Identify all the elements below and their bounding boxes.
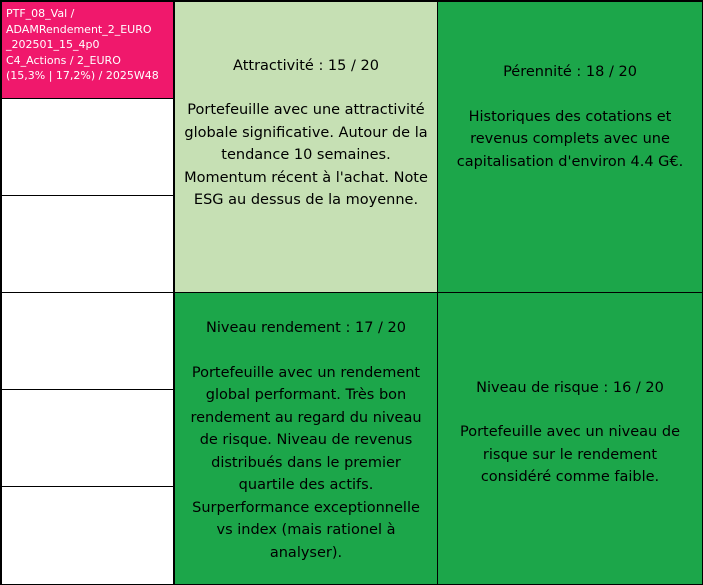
spacer (183, 340, 429, 362)
perennite-panel[interactable] (437, 1, 703, 293)
rendement-description: Portefeuille avec un rendement global performant. Très bon rendement au regard du niveau de risque. Niveau de revenus distribués dans le premier quartile des actifs. Surperformance exceptionnelle vs index (mais rationel à analyser). (190, 364, 422, 561)
empty-cell-4[interactable] (1, 389, 174, 487)
risque-title: Niveau de risque : 16 / 20 (476, 379, 664, 396)
perennite-description: Historiques des cotations et revenus complets avec une capitalisation d'environ 4.4 G€. (456, 108, 684, 170)
spacer (446, 84, 694, 106)
empty-cell-3[interactable] (1, 292, 174, 390)
empty-cell-2[interactable] (1, 195, 174, 293)
portfolio-line-5: (15,3% | 17,2%) / 2025W48 (6, 69, 159, 82)
spacer (183, 77, 429, 99)
portfolio-identifier-cell[interactable] (1, 1, 174, 99)
spacer (446, 399, 694, 421)
attractivite-panel[interactable] (174, 1, 438, 293)
rendement-panel[interactable] (174, 292, 438, 585)
empty-cell-1[interactable] (1, 98, 174, 196)
risque-description: Portefeuille avec un niveau de risque sur le rendement considéré comme faible. (460, 424, 680, 485)
portfolio-line-1: PTF_08_Val / (6, 7, 75, 20)
attractivite-description: Portefeuille avec une attractivité globale significative. Autour de la tendance 10 semaines. Momentum récent à l'achat. Note ESG au dessus de la moyenne. (184, 102, 428, 208)
rendement-title: Niveau rendement : 17 / 20 (206, 320, 406, 336)
attractivite-title: Attractivité : 15 / 20 (233, 57, 379, 74)
portfolio-line-3: _202501_15_4p0 (6, 38, 100, 51)
perennite-title: Pérennité : 18 / 20 (503, 64, 637, 80)
portfolio-line-2: ADAMRendement_2_EURO (6, 22, 152, 36)
empty-cell-5[interactable] (1, 486, 174, 585)
portfolio-line-4: C4_Actions / 2_EURO (6, 53, 121, 67)
risque-panel[interactable] (437, 292, 703, 585)
